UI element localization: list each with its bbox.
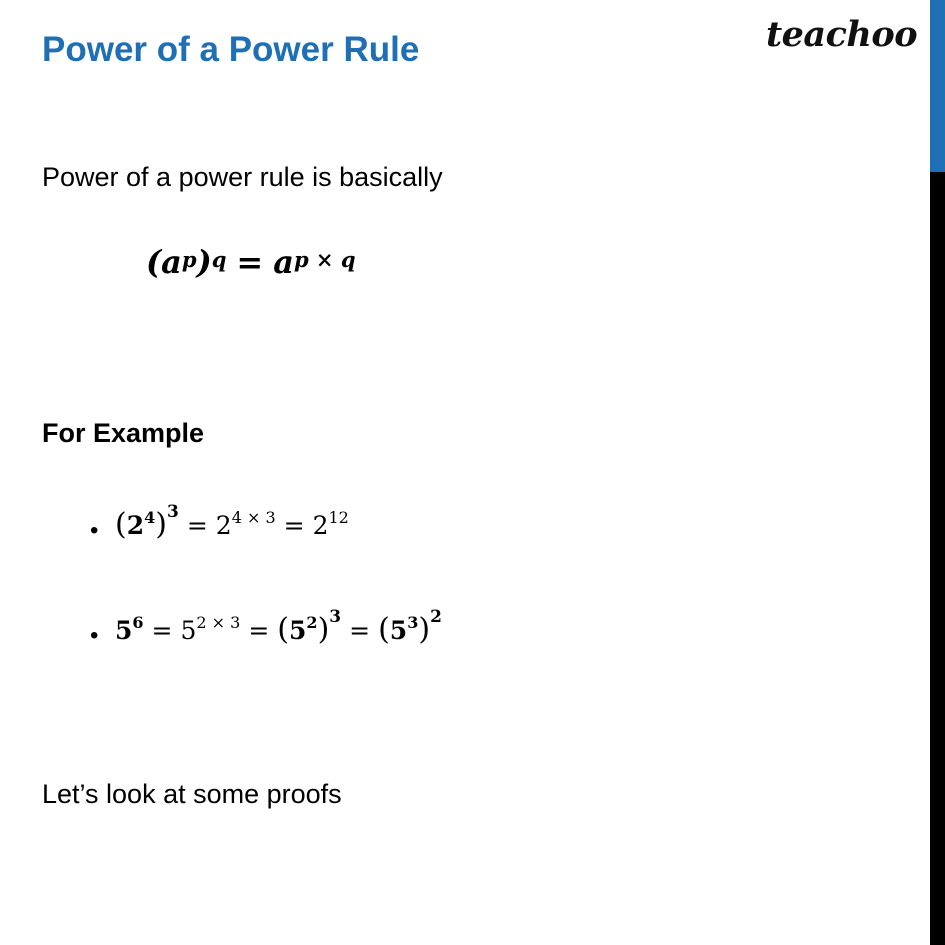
ex2-p2-open-paren: ( [378, 612, 390, 647]
rule-outer-exponent: q [211, 247, 227, 272]
power-rule-formula [146, 243, 356, 281]
rule-open-paren: ( [146, 243, 162, 281]
ex2-p1-open-paren: ( [277, 612, 290, 647]
right-sidebar-bar [930, 0, 945, 945]
ex2-p2-outer-exp: 2 [430, 607, 442, 627]
ex1-lhs-base: 2 [126, 511, 145, 540]
example-2 [115, 607, 442, 647]
rule-base: a [161, 243, 182, 281]
ex1-open-paren: ( [115, 507, 127, 542]
page-title: Power of a Power Rule [42, 30, 420, 69]
ex2-mid-exp: 2 × 3 [196, 613, 241, 632]
rule-inner-exponent: p [181, 247, 197, 272]
ex1-mid-exp: 4 × 3 [231, 508, 276, 527]
bullet-1: • [90, 517, 99, 544]
ex2-mid-base: 5 [180, 616, 197, 645]
rule-close-paren: ) [196, 243, 212, 281]
ex1-equals-1: = [186, 511, 208, 540]
example-heading: For Example [42, 418, 205, 448]
ex2-equals-2: = [248, 616, 270, 645]
ex2-p2-base: 5 [389, 616, 408, 645]
closing-text: Let’s look at some proofs [42, 779, 342, 809]
ex2-p2-close-paren: ) [418, 612, 431, 647]
ex2-p1-outer-exp: 3 [329, 607, 342, 627]
ex2-equals-3: = [349, 616, 371, 645]
ex2-lhs-exp: 6 [132, 613, 144, 632]
teachoo-logo: teachoo [766, 14, 918, 55]
ex1-rhs-base: 2 [312, 511, 329, 540]
sidebar-accent [930, 0, 945, 172]
intro-text: Power of a power rule is basically [42, 162, 443, 192]
ex1-lhs-outer-exp: 3 [166, 502, 179, 522]
example-1 [115, 502, 349, 542]
ex1-equals-2: = [283, 511, 305, 540]
ex1-mid-base: 2 [215, 511, 232, 540]
bullet-2: • [90, 622, 99, 649]
ex1-lhs-inner-exp: 4 [144, 508, 156, 527]
ex1-rhs-exp: 12 [328, 508, 349, 527]
ex2-p1-base: 5 [289, 616, 307, 645]
ex1-close-paren: ) [155, 507, 167, 542]
ex2-equals-1: = [151, 616, 173, 645]
ex2-p2-inner-exp: 3 [407, 613, 419, 632]
rule-result-base: a [273, 243, 294, 281]
ex2-lhs-base: 5 [115, 616, 133, 645]
ex2-p1-inner-exp: 2 [306, 613, 318, 632]
rule-result-exponent: p × q [293, 247, 356, 272]
rule-equals: = [236, 243, 264, 281]
ex2-p1-close-paren: ) [317, 612, 330, 647]
